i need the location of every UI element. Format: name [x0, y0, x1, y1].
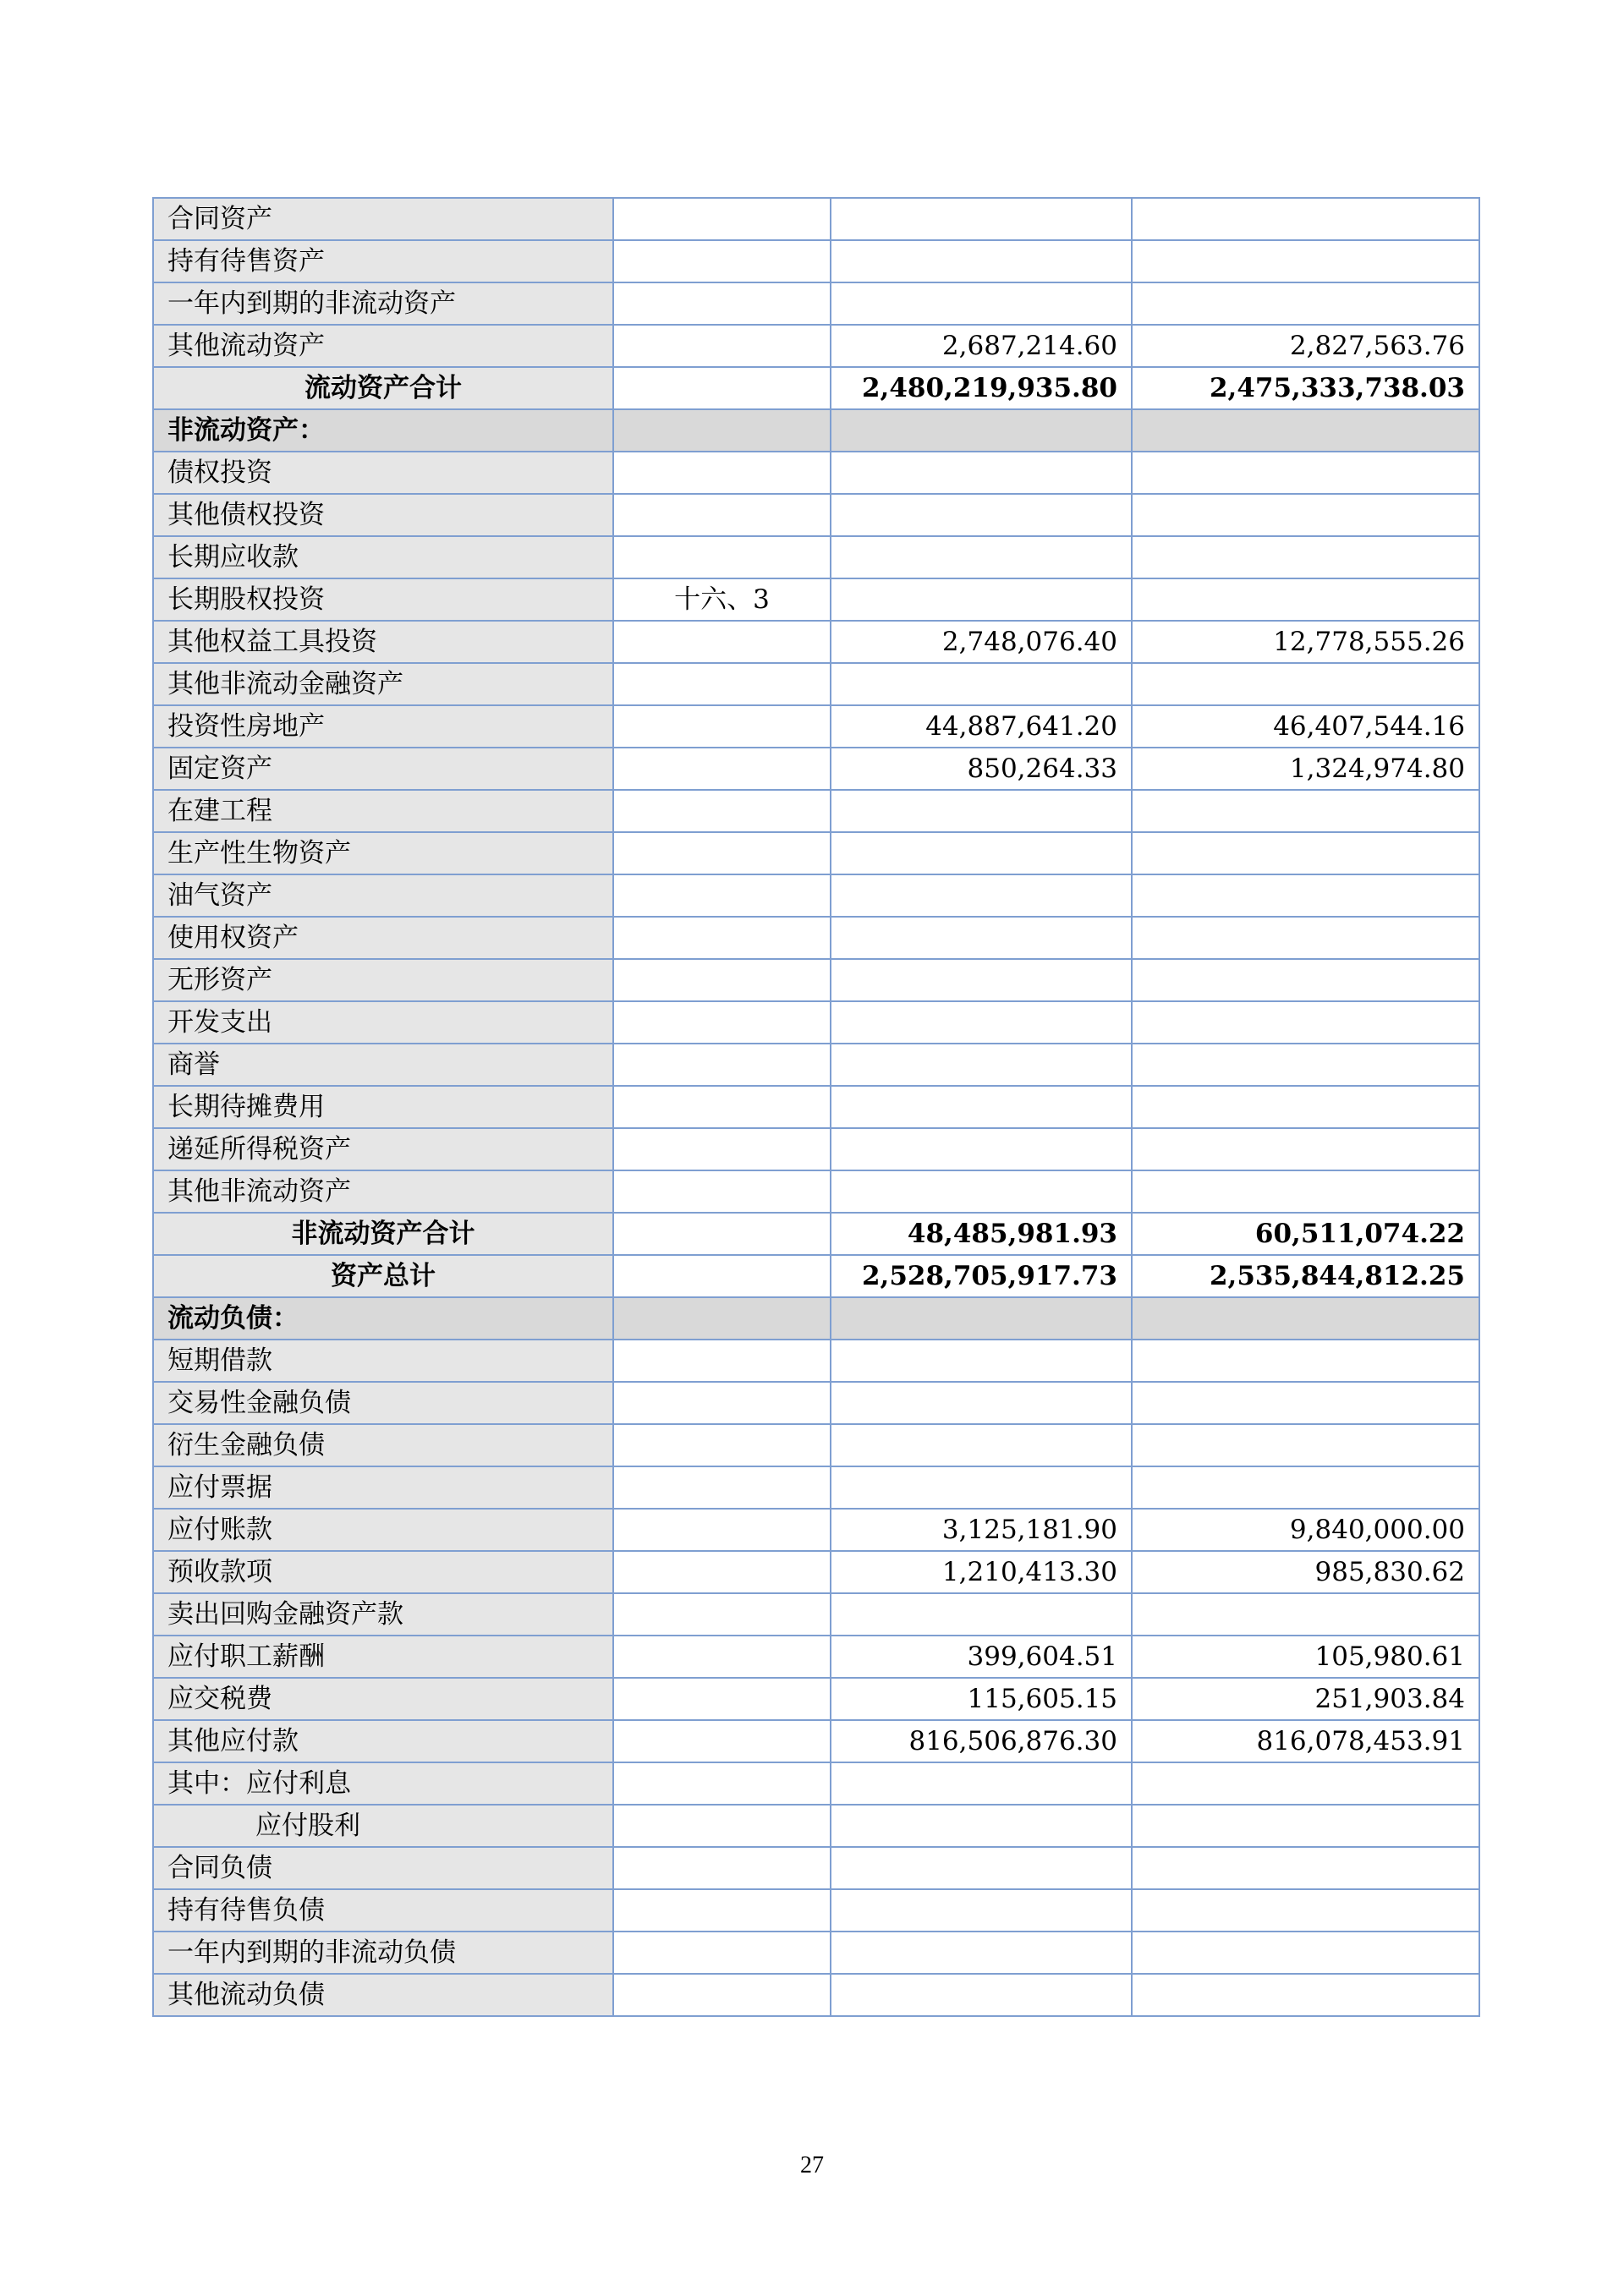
row-label: 开发支出: [153, 1001, 613, 1044]
prior-period-amount: [1132, 1001, 1479, 1044]
prior-period-amount: [1132, 578, 1479, 621]
prior-period-amount: [1132, 1340, 1479, 1382]
note-ref: [613, 663, 831, 705]
table-row: [153, 748, 1479, 790]
prior-period-amount: 46,407,544.16: [1132, 705, 1479, 748]
row-label: 衍生金融负债: [153, 1424, 613, 1466]
prior-period-amount: 2,827,563.76: [1132, 325, 1479, 367]
current-period-amount: 850,264.33: [831, 748, 1132, 790]
note-ref: [613, 1762, 831, 1805]
row-label: 应付股利: [153, 1805, 613, 1847]
current-period-amount: 2,528,705,917.73: [831, 1255, 1132, 1297]
prior-period-amount: [1132, 1170, 1479, 1213]
row-label: 非流动资产：: [153, 409, 613, 452]
prior-period-amount: [1132, 198, 1479, 240]
current-period-amount: [831, 240, 1132, 282]
current-period-amount: [831, 1128, 1132, 1170]
row-label: 长期应收款: [153, 536, 613, 578]
row-label: 其他债权投资: [153, 494, 613, 536]
current-period-amount: 48,485,981.93: [831, 1213, 1132, 1255]
current-period-amount: [831, 494, 1132, 536]
table-row: [153, 1805, 1479, 1847]
current-period-amount: [831, 1382, 1132, 1424]
note-ref: [613, 832, 831, 874]
prior-period-amount: [1132, 1466, 1479, 1509]
table-row: [153, 1720, 1479, 1762]
row-label: 非流动资产合计: [153, 1213, 613, 1255]
table-row: [153, 1466, 1479, 1509]
current-period-amount: [831, 198, 1132, 240]
row-label: 卖出回购金融资产款: [153, 1593, 613, 1636]
row-label: 长期股权投资: [153, 578, 613, 621]
table-row: [153, 452, 1479, 494]
current-period-amount: [831, 409, 1132, 452]
section-header-row: [153, 409, 1479, 452]
current-period-amount: [831, 1762, 1132, 1805]
table-row: [153, 1001, 1479, 1044]
current-period-amount: [831, 917, 1132, 959]
prior-period-amount: 12,778,555.26: [1132, 621, 1479, 663]
current-period-amount: 1,210,413.30: [831, 1551, 1132, 1593]
prior-period-amount: [1132, 240, 1479, 282]
note-ref: [613, 1720, 831, 1762]
table-row: [153, 621, 1479, 663]
note-ref: [613, 748, 831, 790]
prior-period-amount: [1132, 1805, 1479, 1847]
row-label: 一年内到期的非流动资产: [153, 282, 613, 325]
row-label: 合同资产: [153, 198, 613, 240]
prior-period-amount: [1132, 874, 1479, 917]
current-period-amount: [831, 282, 1132, 325]
row-label: 合同负债: [153, 1847, 613, 1889]
prior-period-amount: 9,840,000.00: [1132, 1509, 1479, 1551]
row-label: 固定资产: [153, 748, 613, 790]
note-ref: [613, 198, 831, 240]
table-row: [153, 790, 1479, 832]
note-ref: [613, 367, 831, 409]
table-row: [153, 1382, 1479, 1424]
prior-period-amount: 985,830.62: [1132, 1551, 1479, 1593]
row-label: 应付职工薪酬: [153, 1636, 613, 1678]
prior-period-amount: [1132, 1974, 1479, 2016]
note-ref: [613, 1889, 831, 1932]
row-label: 预收款项: [153, 1551, 613, 1593]
note-ref: [613, 790, 831, 832]
note-ref: [613, 1847, 831, 1889]
current-period-amount: [831, 1340, 1132, 1382]
row-label: 债权投资: [153, 452, 613, 494]
row-label: 递延所得税资产: [153, 1128, 613, 1170]
note-ref: [613, 1466, 831, 1509]
note-ref: 十六、3: [613, 578, 831, 621]
table-row: [153, 282, 1479, 325]
current-period-amount: [831, 663, 1132, 705]
row-label: 应付票据: [153, 1466, 613, 1509]
prior-period-amount: 1,324,974.80: [1132, 748, 1479, 790]
table-row: [153, 1636, 1479, 1678]
prior-period-amount: [1132, 1044, 1479, 1086]
row-label: 应付账款: [153, 1509, 613, 1551]
row-label: 无形资产: [153, 959, 613, 1001]
table-row: [153, 1932, 1479, 1974]
table-row: [153, 578, 1479, 621]
prior-period-amount: [1132, 790, 1479, 832]
table-row: [153, 917, 1479, 959]
row-label: 其他非流动金融资产: [153, 663, 613, 705]
note-ref: [613, 325, 831, 367]
row-label: 持有待售资产: [153, 240, 613, 282]
prior-period-amount: [1132, 1297, 1479, 1340]
row-label: 生产性生物资产: [153, 832, 613, 874]
current-period-amount: [831, 1593, 1132, 1636]
prior-period-amount: [1132, 494, 1479, 536]
note-ref: [613, 536, 831, 578]
table-row: [153, 536, 1479, 578]
prior-period-amount: [1132, 663, 1479, 705]
current-period-amount: [831, 1805, 1132, 1847]
balance-sheet-body: [153, 198, 1479, 2016]
note-ref: [613, 452, 831, 494]
prior-period-amount: [1132, 452, 1479, 494]
table-row: [153, 1128, 1479, 1170]
prior-period-amount: [1132, 1762, 1479, 1805]
table-row: [153, 1678, 1479, 1720]
note-ref: [613, 1382, 831, 1424]
row-label: 油气资产: [153, 874, 613, 917]
row-label: 交易性金融负债: [153, 1382, 613, 1424]
prior-period-amount: [1132, 409, 1479, 452]
page-number: 27: [800, 2152, 824, 2178]
table-row: [153, 1889, 1479, 1932]
note-ref: [613, 959, 831, 1001]
subtotal-row: [153, 1213, 1479, 1255]
prior-period-amount: [1132, 1593, 1479, 1636]
current-period-amount: [831, 1001, 1132, 1044]
row-label: 资产总计: [153, 1255, 613, 1297]
row-label: 使用权资产: [153, 917, 613, 959]
row-label: 流动负债：: [153, 1297, 613, 1340]
prior-period-amount: [1132, 1086, 1479, 1128]
note-ref: [613, 409, 831, 452]
note-ref: [613, 1551, 831, 1593]
table-row: [153, 1340, 1479, 1382]
table-row: [153, 1551, 1479, 1593]
note-ref: [613, 1636, 831, 1678]
section-header-row: [153, 1297, 1479, 1340]
note-ref: [613, 1255, 831, 1297]
prior-period-amount: [1132, 282, 1479, 325]
prior-period-amount: 816,078,453.91: [1132, 1720, 1479, 1762]
table-row: [153, 874, 1479, 917]
table-row: [153, 1509, 1479, 1551]
row-label: 其他非流动资产: [153, 1170, 613, 1213]
row-label: 投资性房地产: [153, 705, 613, 748]
note-ref: [613, 1340, 831, 1382]
row-label: 其他流动资产: [153, 325, 613, 367]
current-period-amount: [831, 790, 1132, 832]
current-period-amount: [831, 1932, 1132, 1974]
table-row: [153, 198, 1479, 240]
current-period-amount: [831, 1466, 1132, 1509]
note-ref: [613, 621, 831, 663]
table-row: [153, 663, 1479, 705]
table-row: [153, 1847, 1479, 1889]
row-label: 长期待摊费用: [153, 1086, 613, 1128]
row-label: 持有待售负债: [153, 1889, 613, 1932]
current-period-amount: [831, 536, 1132, 578]
note-ref: [613, 1128, 831, 1170]
current-period-amount: 816,506,876.30: [831, 1720, 1132, 1762]
subtotal-row: [153, 1255, 1479, 1297]
table-row: [153, 832, 1479, 874]
current-period-amount: [831, 1974, 1132, 2016]
note-ref: [613, 874, 831, 917]
table-row: [153, 705, 1479, 748]
note-ref: [613, 1509, 831, 1551]
row-label: 短期借款: [153, 1340, 613, 1382]
current-period-amount: [831, 1297, 1132, 1340]
current-period-amount: 44,887,641.20: [831, 705, 1132, 748]
table-row: [153, 1086, 1479, 1128]
row-label: 在建工程: [153, 790, 613, 832]
current-period-amount: 399,604.51: [831, 1636, 1132, 1678]
table-row: [153, 1170, 1479, 1213]
note-ref: [613, 1001, 831, 1044]
current-period-amount: [831, 1170, 1132, 1213]
note-ref: [613, 705, 831, 748]
current-period-amount: [831, 452, 1132, 494]
prior-period-amount: 60,511,074.22: [1132, 1213, 1479, 1255]
note-ref: [613, 494, 831, 536]
note-ref: [613, 1593, 831, 1636]
balance-sheet-table: [152, 197, 1480, 2017]
prior-period-amount: 105,980.61: [1132, 1636, 1479, 1678]
current-period-amount: [831, 1889, 1132, 1932]
note-ref: [613, 917, 831, 959]
current-period-amount: 2,480,219,935.80: [831, 367, 1132, 409]
table-row: [153, 1762, 1479, 1805]
note-ref: [613, 1805, 831, 1847]
prior-period-amount: [1132, 1847, 1479, 1889]
current-period-amount: [831, 832, 1132, 874]
note-ref: [613, 1170, 831, 1213]
prior-period-amount: [1132, 1889, 1479, 1932]
prior-period-amount: [1132, 832, 1479, 874]
row-label: 其他权益工具投资: [153, 621, 613, 663]
current-period-amount: [831, 1086, 1132, 1128]
prior-period-amount: [1132, 959, 1479, 1001]
current-period-amount: [831, 874, 1132, 917]
balance-sheet: [152, 197, 1479, 2017]
row-label: 其他流动负债: [153, 1974, 613, 2016]
row-label: 其中：应付利息: [153, 1762, 613, 1805]
note-ref: [613, 1297, 831, 1340]
table-row: [153, 959, 1479, 1001]
note-ref: [613, 1424, 831, 1466]
prior-period-amount: 2,535,844,812.25: [1132, 1255, 1479, 1297]
table-row: [153, 240, 1479, 282]
current-period-amount: 2,748,076.40: [831, 621, 1132, 663]
note-ref: [613, 1932, 831, 1974]
row-label: 流动资产合计: [153, 367, 613, 409]
prior-period-amount: [1132, 1424, 1479, 1466]
table-row: [153, 325, 1479, 367]
current-period-amount: 3,125,181.90: [831, 1509, 1132, 1551]
row-label: 商誉: [153, 1044, 613, 1086]
note-ref: [613, 1086, 831, 1128]
current-period-amount: [831, 1424, 1132, 1466]
table-row: [153, 1974, 1479, 2016]
prior-period-amount: [1132, 917, 1479, 959]
row-label: 其他应付款: [153, 1720, 613, 1762]
current-period-amount: [831, 578, 1132, 621]
note-ref: [613, 1044, 831, 1086]
prior-period-amount: [1132, 1932, 1479, 1974]
table-row: [153, 494, 1479, 536]
table-row: [153, 1044, 1479, 1086]
note-ref: [613, 1974, 831, 2016]
current-period-amount: [831, 1044, 1132, 1086]
current-period-amount: [831, 1847, 1132, 1889]
prior-period-amount: [1132, 1382, 1479, 1424]
current-period-amount: 115,605.15: [831, 1678, 1132, 1720]
prior-period-amount: [1132, 1128, 1479, 1170]
prior-period-amount: 2,475,333,738.03: [1132, 367, 1479, 409]
table-row: [153, 1593, 1479, 1636]
subtotal-row: [153, 367, 1479, 409]
note-ref: [613, 282, 831, 325]
note-ref: [613, 240, 831, 282]
current-period-amount: 2,687,214.60: [831, 325, 1132, 367]
row-label: 应交税费: [153, 1678, 613, 1720]
current-period-amount: [831, 959, 1132, 1001]
row-label: 一年内到期的非流动负债: [153, 1932, 613, 1974]
note-ref: [613, 1678, 831, 1720]
prior-period-amount: [1132, 536, 1479, 578]
prior-period-amount: 251,903.84: [1132, 1678, 1479, 1720]
note-ref: [613, 1213, 831, 1255]
table-row: [153, 1424, 1479, 1466]
